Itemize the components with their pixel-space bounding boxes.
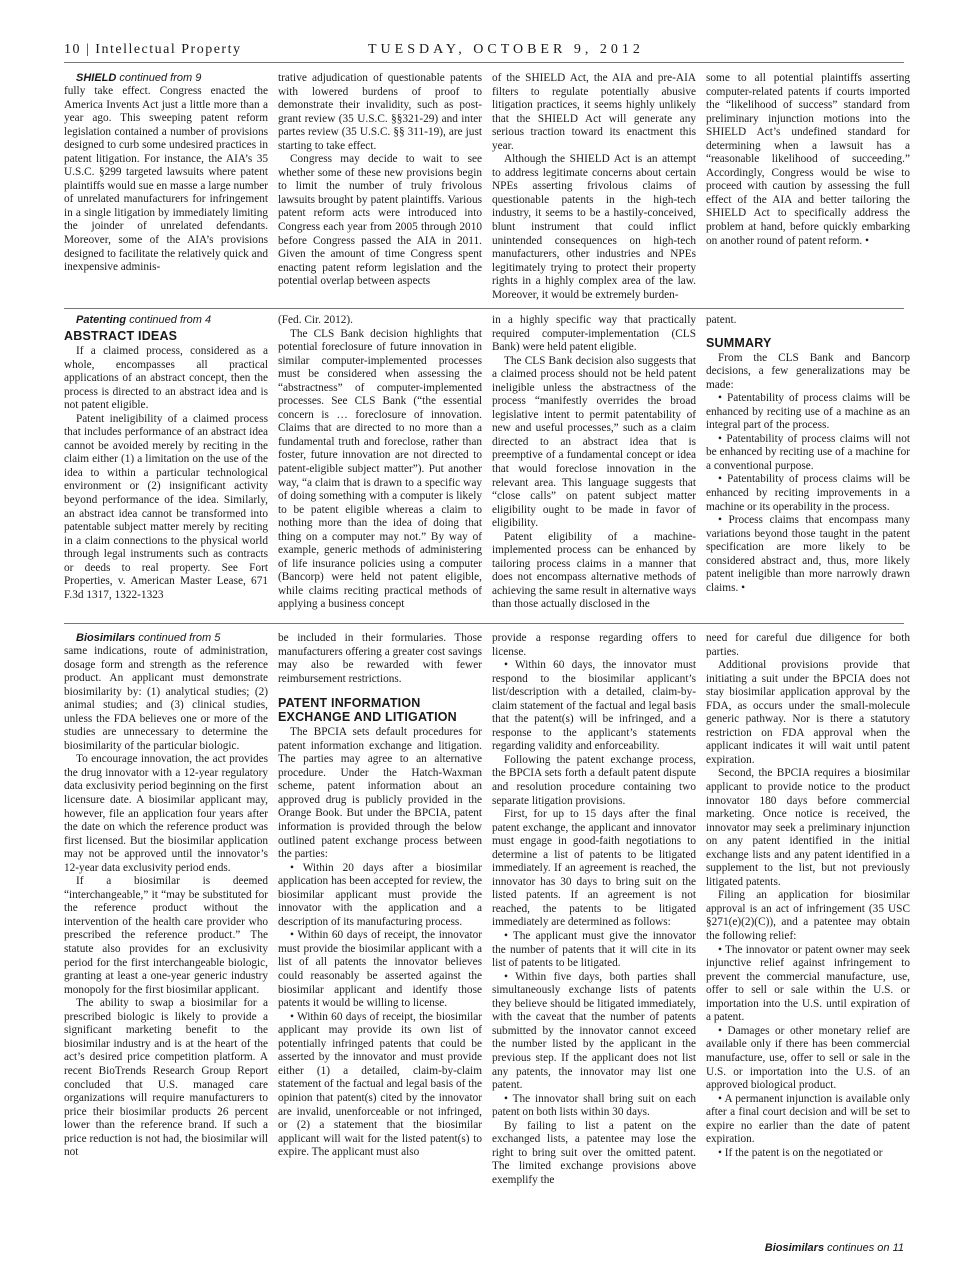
- list-item: • Patentability of process claims will be enhanced by reciting use of a machine as an integral part of the process.: [706, 392, 910, 432]
- paragraph: same indications, route of administration, dosage form and strength as the reference product. An applicant must demonstrate biosimilarity by: (1) analytical studies; (2) animal studies; and (3) clinical studies, unless the FDA believes one or more of the studies are unnecessary to determine the biosimilarity of the particular biologic.: [64, 645, 268, 752]
- paragraph: The CLS Bank decision also suggests that a claimed process should not be held patent ineligible unless the abstractness of the process “manifestly overrides the broad legislative intent to permit patentability of new and useful processes,” such as a claim directed to an abstract idea that is preemptive of a fundamental concept or idea that would foreclose innovation in the relevant area. This language suggests that “close calls” on patent subject matter eligibility ought to be made in favor of eligibility.: [492, 354, 696, 530]
- section-divider: [64, 308, 904, 309]
- list-item: • Within 60 days of receipt, the biosimilar applicant may provide its own list of potentially infringed patents that could be asserted by the innovator and must provide either (1) a detailed, claim-by-claim statement of the factual and legal basis of the opinion that patent(s) cited by the innovator are invalid, unenforceable or not infringed, or (2) a statement that the biosimilar applicant will wait for the listed patent(s) to expire. The applicant must also: [278, 1010, 482, 1159]
- biosimilars-continues-line: [765, 1242, 904, 1255]
- patenting-column-1: [64, 314, 268, 622]
- biosimilars-column-2: [278, 632, 482, 1202]
- paragraph: From the CLS Bank and Bancorp decisions, a few generalizations may be made:: [706, 351, 910, 391]
- list-item: • Damages or other monetary relief are available only if there has been commercial manufacture, use, offer to sell or sale in the U.S. or importation into the U.S. of an approved biological product.: [706, 1024, 910, 1092]
- biosimilars-jump-text: continued from 5: [138, 632, 221, 644]
- publication-date: TUESDAY, OCTOBER 9, 2012: [368, 42, 644, 57]
- paragraph: provide a response regarding offers to license.: [492, 632, 696, 658]
- paragraph: Patent ineligibility of a claimed process that includes performance of an abstract idea cannot be avoided merely by reciting in the claim either (1) a limitation on the use of the idea to within a particular technological environment or (2) insignificant activity beyond performance of the idea. Similarly, an abstract idea cannot be transformed into patentable subject matter merely by reciting in a claim connections to the physical world through legal instruments such as contracts or deeds to real property. See Fort Properties, v. American Master Lease, 671 F.3d 1317, 1322-1323: [64, 412, 268, 601]
- list-item: • Within 60 days of receipt, the innovator must provide the biosimilar applicant with a list of all patents the innovator believes could reasonably be asserted against the biosimilar applicant and identify those patents it would be willing to license.: [278, 929, 482, 1010]
- list-item: • Process claims that encompass many variations beyond those taught in the patent specification are more likely to be considered abstract and, thus, more likely patent ineligible than more narrowly drawn claims. •: [706, 514, 910, 594]
- list-item: • Within five days, both parties shall simultaneously exchange lists of patents they believe should be litigated immediately, with the caveat that the number of patents submitted by the innovator cannot exceed the number listed by the applicant in the previous step. If the applicant does not list any patents, the innovator may list one patent.: [492, 970, 696, 1092]
- section-divider: [64, 623, 904, 624]
- patenting-column-3: [492, 314, 696, 622]
- page-number-label: 10 | Intellectual Property: [64, 42, 242, 57]
- shield-column-1: [64, 72, 268, 308]
- paragraph: Although the SHIELD Act is an attempt to address legitimate concerns about certain NPEs asserting frivolous claims of questionable patents in the high-tech industry, it seems to be a hastily-conceived, blunt instrument that could inflict unintended consequences on high-tech manufacturers, other industries and NPEs legitimately trying to protect their property rights in a highly complex area of the law. Moreover, it would be extremely burden-: [492, 153, 696, 301]
- paragraph: Second, the BPCIA requires a biosimilar applicant to provide notice to the product innovator 180 days before commercial marketing. Once notice is received, the innovator may seek a preliminary injunction on any patent identified in the initial exchange lists and any patent identified in a supplement to the list, but not previously litigated patents.: [706, 767, 910, 888]
- paragraph: trative adjudication of questionable patents with lowered burdens of proof to demonstrate their invalidity, such as post-grant review (35 U.S.C. §§321-29) and inter partes review (35 U.S.C. §§ 311-19), are just starting to take effect.: [278, 72, 482, 152]
- list-item: • If the patent is on the negotiated or: [718, 1146, 883, 1159]
- paragraph: fully take effect. Congress enacted the America Invents Act just a little more than a year ago. This sweeping patent reform legislation contained a number of provisions designed to curb some undesired practices in patent litigation. For instance, the AIA’s 35 U.S.C. §299 targeted lawsuits where patent plaintiffs would sue en masse a large number of unrelated manufacturers for infringement in a single litigation by immediately limiting the joinder of unrelated defendants. Moreover, some of the AIA’s provisions designed to facilitate the relatively quick and inexpensive adminis-: [64, 85, 268, 274]
- continues-text: continues on 11: [827, 1242, 904, 1254]
- paragraph: patent.: [706, 314, 737, 326]
- shield-column-2: [278, 72, 482, 308]
- list-item: • Within 60 days, the innovator must respond to the biosimilar applicant’s list/description with a detailed, claim-by-claim statement of the factual and legal basis that the patent(s) will be infringed, and a response to the applicant’s statements regarding validity and enforceability.: [492, 659, 696, 753]
- list-item: • Within 20 days after a biosimilar application has been accepted for review, the biosimilar applicant must provide the innovator with the application and a description of its manufacturing process.: [278, 861, 482, 928]
- patenting-jump-title: Patenting: [76, 314, 127, 326]
- paragraph: Filing an application for biosimilar approval is an act of infringement (35 USC §271(e)(2)(C)), and a patentee may obtain the following relief:: [706, 889, 910, 943]
- biosimilars-jump-line: [64, 632, 268, 645]
- continues-title: Biosimilars: [764, 1242, 825, 1254]
- shield-jump-title: SHIELD: [76, 72, 117, 84]
- paragraph: The CLS Bank decision highlights that potential foreclosure of future innovation in similar computer-implemented processes must be considered when assessing the “abstractness” of computer-implemented processes. See CLS Bank (“the essential concern is … foreclosure of innovation. Claims that are directed to no more than a fundamental truth and foreclose, rather than foster, future innovation are not directed to patent-eligible subject matter”). Put another way, “a claim that is drawn to a specific way of doing something with a computer is likely to be patent eligible whereas a claim to nothing more than the idea of doing that thing on a computer may not.” By way of example, generic methods of administering of life insurance policies using a computer (Bancorp) were held not patent eligible, while claims reciting practical methods of applying a business concept: [278, 327, 482, 611]
- list-item: • The applicant must give the innovator the number of patents that it will cite in its list of patents to be litigated.: [492, 930, 696, 970]
- paragraph: in a highly specific way that practically required computer-implementation (CLS Bank) were held patent eligible.: [492, 314, 696, 354]
- paragraph: The BPCIA sets default procedures for patent information exchange and litigation. The parties may agree to an alternative procedure. Under the Hatch-Waxman scheme, patent information about an approved drug is publicly provided in the Orange Book. But under the BPCIA, patent information is provided through the below outlined patent exchange process between the parties:: [278, 726, 482, 861]
- page-header: [64, 40, 904, 60]
- biosimilars-jump-title: Biosimilars: [76, 632, 136, 644]
- biosimilars-column-3: [492, 632, 696, 1202]
- paragraph: some to all potential plaintiffs asserting computer-related patents if courts imported the “likelihood of success” standard from preliminary injunction motions into the SHIELD Act’s undefined standard for determining when a lawsuit has a “reasonable likelihood of succeeding.” Accordingly, Congress would be wise to proceed with caution by assessing the full effect of the AIA and better tailoring the SHIELD Act to specifically address the problem at hand, before quickly embarking on another round of patent reform. •: [706, 72, 910, 247]
- list-item: • A permanent injunction is available only after a final court decision and will be set to expire no earlier than the date of patent expiration.: [706, 1092, 910, 1146]
- patenting-jump-line: [64, 314, 268, 327]
- header-rule: [64, 62, 904, 63]
- patenting-column-2: [278, 314, 482, 622]
- paragraph: need for careful due diligence for both parties.: [706, 632, 910, 658]
- list-item: • The innovator or patent owner may seek injunctive relief against infringement to prevent the commercial manufacture, use, offer to sell or sale within the U.S. or importation into the U.S. until expiration of a patent.: [706, 943, 910, 1024]
- biosimilars-column-1: [64, 632, 268, 1202]
- paragraph: The ability to swap a biosimilar for a prescribed biologic is likely to provide a significant marketing benefit to the biosimilar industry and is at the heart of the act’s desired price competition platform. A recent BioTrends Research Group Report concluded that U.S. managed care organizations will require manufacturers to price their biosimilar products 26 percent lower than the reference brand. If such a price reduction is not had, the biosimilar will not: [64, 997, 268, 1159]
- paragraph: Patent eligibility of a machine-implemented process can be enhanced by tailoring process claims in a manner that does not encompass alternative methods of achieving the same result in alternative ways than those actually disclosed in the: [492, 530, 696, 611]
- shield-jump-text: continued from 9: [119, 72, 202, 84]
- shield-column-3: [492, 72, 696, 308]
- paragraph: Congress may decide to wait to see whether some of these new provisions begin to limit the number of truly frivolous lawsuits brought by patent plaintiffs. Various patent reform acts were introduced into Congress each year from 2005 through 2010 before Congress passed the AIA in 2011. Given the amount of time Congress spent enacting patent reform legislation and the potential overlap between aspects: [278, 153, 482, 288]
- patenting-column-4: [706, 314, 910, 622]
- list-item: • Patentability of process claims will not be enhanced by reciting use of a machine for a conventional purpose.: [706, 432, 910, 472]
- paragraph: (Fed. Cir. 2012).: [278, 314, 353, 326]
- paragraph: By failing to list a patent on the exchanged lists, a patentee may lose the right to bring suit over the omitted patent. The limited exchange provisions above exemplify the: [492, 1119, 696, 1186]
- paragraph: be included in their formularies. Those manufacturers offering a greater cost savings may also be rewarded with fewer reimbursement restrictions.: [278, 632, 482, 685]
- paragraph: First, for up to 15 days after the final patent exchange, the applicant and innovator must engage in good-faith negotiations to determine a list of patents to be litigated immediately. If an agreement is reached, the innovator has 30 days to bring suit on the listed patents. If an agreement is not reached, the patents to be litigated immediately are determined as follows:: [492, 808, 696, 929]
- shield-jump-line: [64, 72, 268, 85]
- paragraph: To encourage innovation, the act provides the drug innovator with a 12-year regulatory data exclusivity period beginning on the first licensure date. A biosimilar applicant may, however, file an application four years after the date on which the reference product was first licensed. But the biosimilar application may not be approved until the innovator’s 12-year data exclusivity period ends.: [64, 753, 268, 874]
- list-item: • The innovator shall bring suit on each patent on both lists within 30 days.: [492, 1092, 696, 1119]
- abstract-ideas-heading: ABSTRACT IDEAS: [64, 329, 178, 343]
- patenting-jump-text: continued from 4: [129, 314, 212, 326]
- paragraph: Additional provisions provide that initiating a suit under the BPCIA does not stay biosimilar application approval by the FDA, as occurs under the small-molecule generic pathway. Nor is there a statutory restriction on FDA approval when the applicant indicates it will wait until patent expiration.: [706, 659, 910, 766]
- paragraph: of the SHIELD Act, the AIA and pre-AIA filters to regulate potentially abusive litigation practices, it seems highly unlikely that the SHIELD Act will generate any serious traction toward its enactment this year.: [492, 72, 696, 152]
- paragraph: If a claimed process, considered as a whole, encompasses all practical applications of an abstract concept, then the process is directed to an abstract idea and is not patent eligible.: [64, 345, 268, 412]
- list-item: • Patentability of process claims will be enhanced by reciting improvements in a machine or its operability in the process.: [706, 473, 910, 513]
- paragraph: Following the patent exchange process, the BPCIA sets forth a default patent dispute and resolution procedure containing two separate litigation provisions.: [492, 753, 696, 807]
- biosimilars-column-4: [706, 632, 910, 1202]
- paragraph: If a biosimilar is deemed “interchangeable,” it “may be substituted for the reference product without the intervention of the health care provider who prescribed the reference product.” The statute also provides for an exclusivity period for the first interchangeable biologic, granting at least a one-year generic industry monopoly for the first biosimilar applicant.: [64, 875, 268, 996]
- summary-heading: SUMMARY: [706, 335, 772, 350]
- patent-exchange-heading: PATENT INFORMATION EXCHANGE AND LITIGATION: [278, 696, 457, 725]
- shield-column-4: [706, 72, 910, 308]
